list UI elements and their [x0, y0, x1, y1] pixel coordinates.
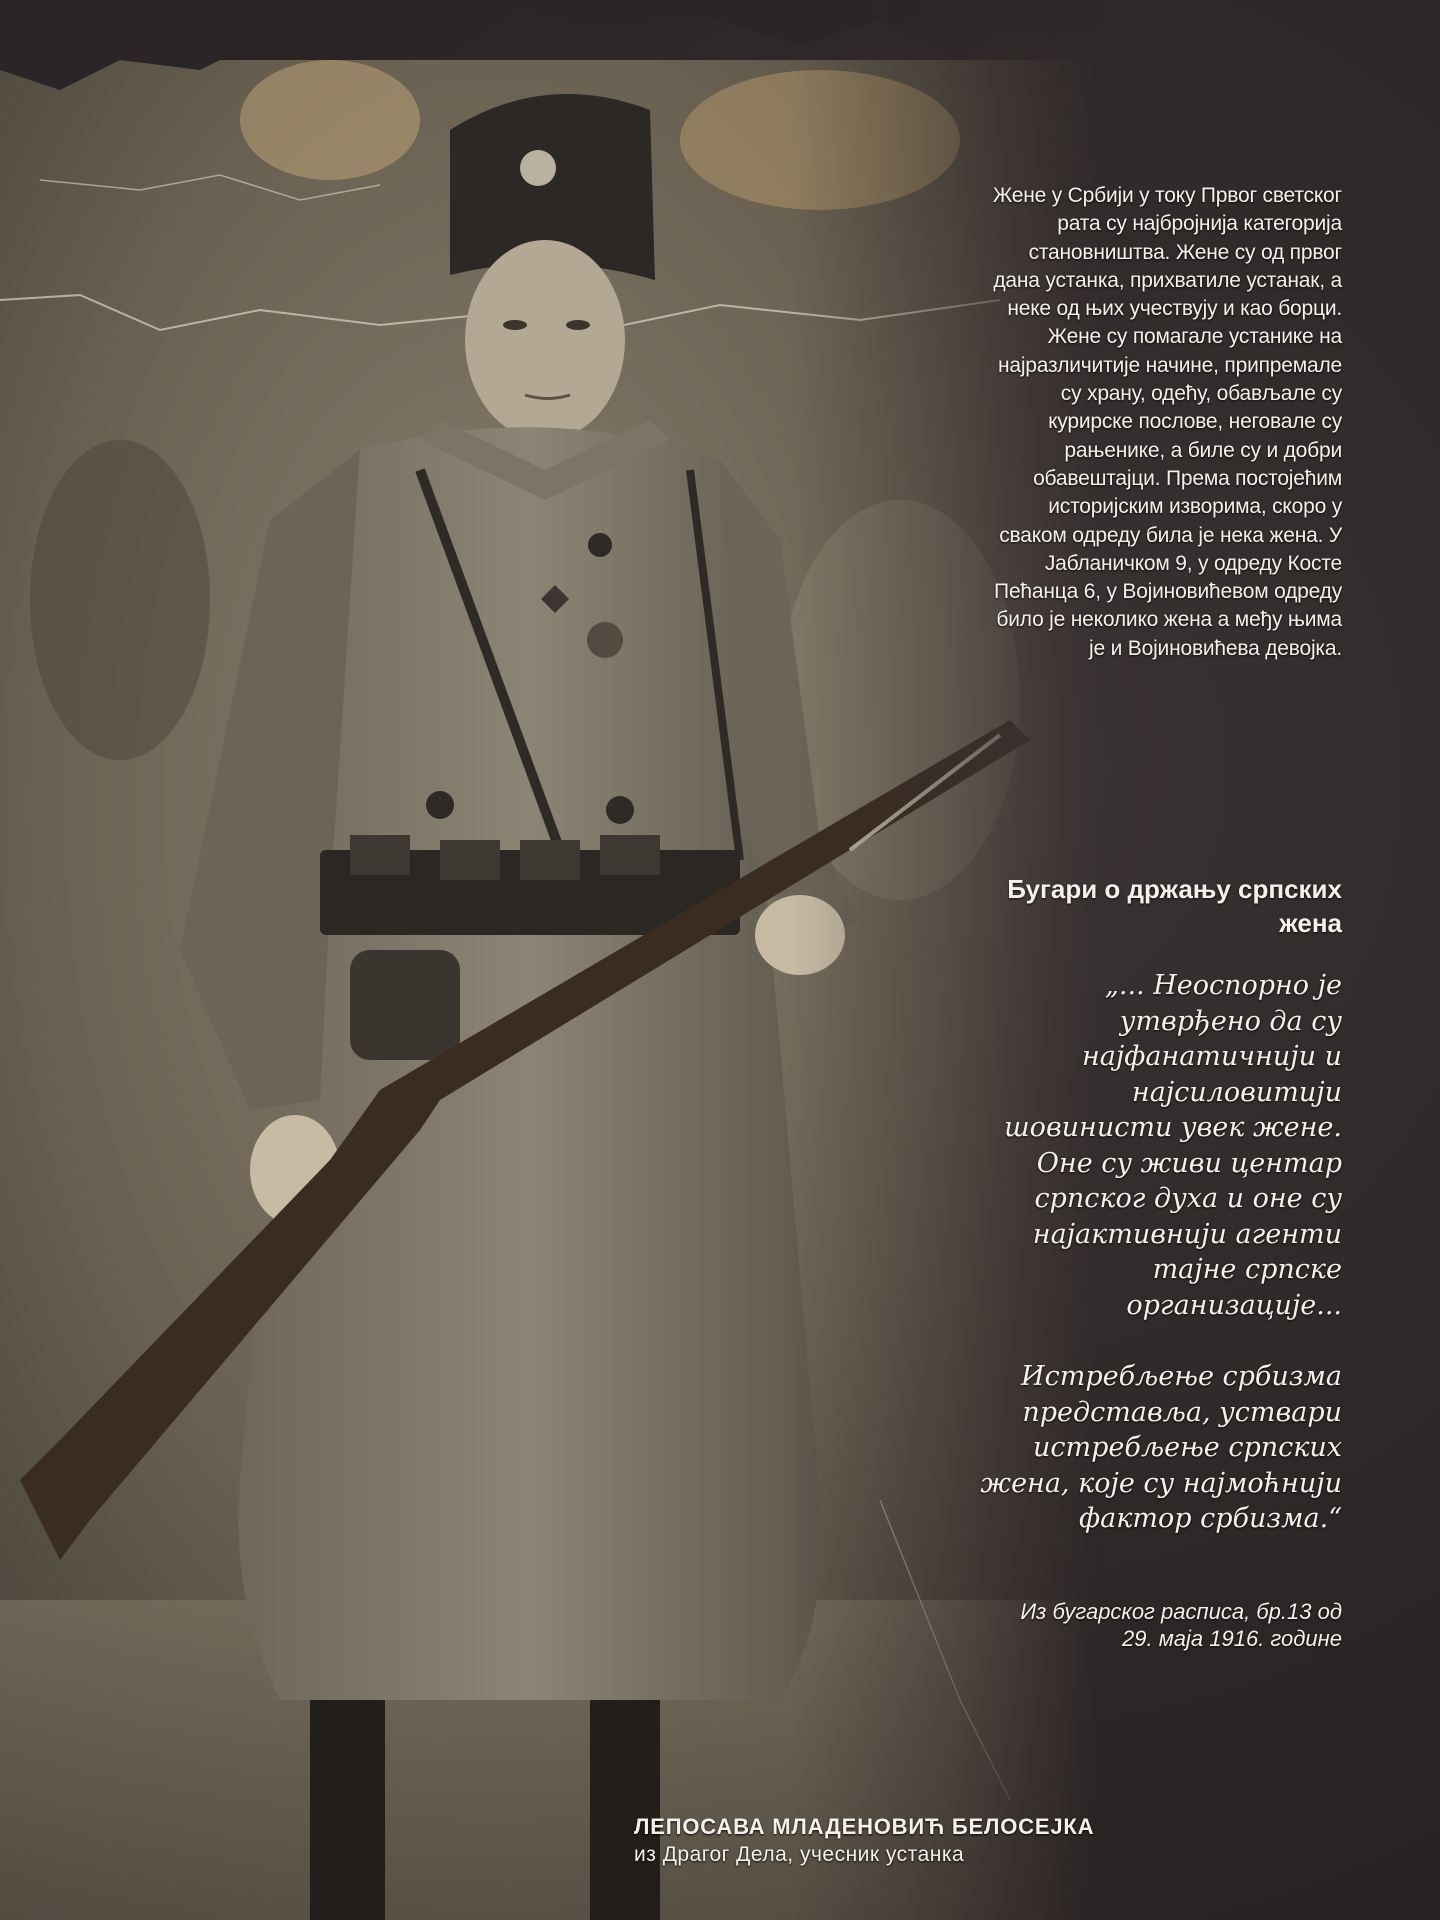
caption-subtitle: из Драгог Дела, учесник устанка: [634, 1843, 965, 1866]
quote-paragraph-1: „... Неоспорно је утврђено да су најфанатичнији и најсиловитији шовинисти увек жене. Оне су живи центар српског духа и оне су најактивнији агенти тајне српске организације...: [1004, 970, 1342, 1321]
caption-name: ЛЕПОСАВА МЛАДЕНОВИЋ БЕЛОСЕЈКА: [634, 1814, 1095, 1839]
quote-source-line-2: 29. маја 1916. године: [1122, 1626, 1342, 1651]
quote-block: [962, 968, 1342, 1573]
quote-source: [962, 1598, 1342, 1652]
section-heading: Бугари о држању српских жена: [1007, 874, 1342, 938]
quote-source-line-1: Из бугарског расписа, бр.13 од: [1020, 1599, 1342, 1624]
intro-paragraph: Жене у Србији у току Првог светског рата су најбројнија категорија становништва. Жене су од првог дана устанка, прихватиле устанак, а неке од њих учествују и као борци. Жене су помагале устанике на најразличитије начине, припремале су храну, одећу, обављале су курирске послове, неговале су рањенике, а биле су и добри обавештајци. Према постојећим историјским изворима, скоро у сваком одреду била је нека жена. У Јабланичком 9, у одреду Косте Пећанца 6, у Војиновићевом одреду било је неколико жена а међу њима је и Војиновићева девојка.: [992, 184, 1342, 660]
quote-paragraph-2: Истребљење србизма представља, уствари истребљење српских жена, које су најмоћнији фактор србизма.“: [980, 1361, 1342, 1534]
photo-caption: [634, 1813, 1094, 1869]
